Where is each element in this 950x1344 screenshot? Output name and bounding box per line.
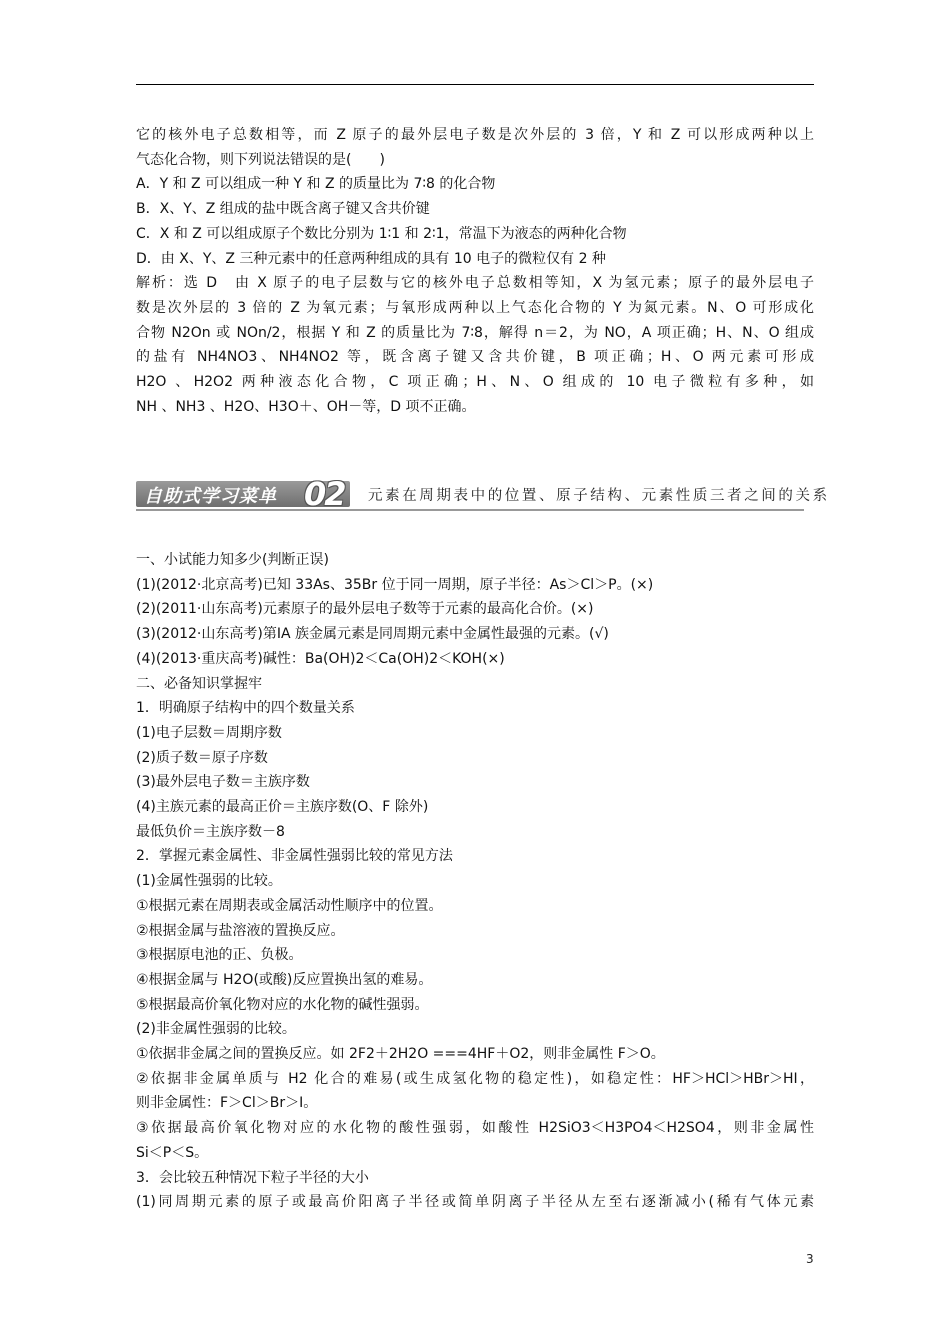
option-d: D．由 X、Y、Z 三种元素中的任意两种组成的具有 10 电子的微粒仅有 2 种 — [136, 250, 606, 267]
banner-subtitle: 元素在周期表中的位置、原子结构、元素性质三者之间的关系 — [368, 488, 830, 504]
text-line: ①根据元素在周期表或金属活动性顺序中的位置。 — [136, 897, 443, 914]
text-line: ⑤根据最高价氧化物对应的水化物的碱性强弱。 — [136, 996, 429, 1013]
heading-1: 一、小试能力知多少(判断正误) — [136, 552, 329, 568]
analysis-line: H2O 、H2O2 两种液态化合物，C 项正确；H、N、O 组成的 10 电子微粒有多种，如 — [136, 374, 814, 391]
subheading: 2．掌握元素金属性、非金属性强弱比较的常见方法 — [136, 848, 453, 865]
text-line: ③依据最高价氧化物对应的水化物的酸性强弱，如酸性 H2SiO3＜H3PO4＜H2SO4，则非金属性 — [136, 1120, 814, 1137]
text-line: (2)非金属性强弱的比较。 — [136, 1021, 296, 1038]
analysis-line: 数是次外层的 3 倍的 Z 为氧元素；与氧形成两种以上气态化合物的 Y 为氮元素。N、O 可形成化 — [136, 299, 814, 316]
text-line: ③根据原电池的正、负极。 — [136, 947, 303, 964]
option-b: B．X、Y、Z 组成的盐中既含离子键又含共价键 — [136, 201, 430, 218]
text-line: (1)同周期元素的原子或最高价阳离子半径或简单阴离子半径从左至右逐渐减小(稀有气体元素 — [136, 1194, 814, 1211]
text-line: (3)最外层电子数＝主族序数 — [136, 774, 310, 791]
text-line: (1)电子层数＝周期序数 — [136, 724, 282, 741]
text-line: (1)金属性强弱的比较。 — [136, 873, 282, 890]
text-line: Si＜P＜S。 — [136, 1144, 209, 1161]
judge-item: (4)(2013·重庆高考)碱性：Ba(OH)2＜Ca(OH)2＜KOH(×) — [136, 650, 505, 667]
question-continuation — [136, 123, 814, 419]
analysis-line: 合物 N2On 或 NOn/2，根据 Y 和 Z 的质量比为 7∶8，解得 n＝2，为 NO，A 项正确；H、N、O 组成 — [136, 324, 814, 341]
section-body — [136, 548, 814, 1215]
subheading: 1．明确原子结构中的四个数量关系 — [136, 700, 355, 717]
text-line: 则非金属性：F＞Cl＞Br＞I。 — [136, 1095, 318, 1112]
text-line: ④根据金属与 H2O(或酸)反应置换出氢的难易。 — [136, 971, 433, 988]
banner-title: 自助式学习菜单 — [144, 486, 277, 507]
text-line: 它的核外电子总数相等，而 Z 原子的最外层电子数是次外层的 3 倍，Y 和 Z 可以形成两种以上 — [136, 127, 814, 143]
analysis-line: NH 、NH3 、H2O、H3O＋、OH－等，D 项不正确。 — [136, 398, 476, 415]
banner-number: 02 — [304, 475, 345, 513]
text-line: 气态化合物，则下列说法错误的是( ) — [136, 151, 385, 168]
text-line: 最低负价＝主族序数－8 — [136, 823, 285, 840]
page-number: 3 — [806, 1252, 814, 1266]
option-c: C．X 和 Z 可以组成原子个数比分别为 1∶1 和 2∶1，常温下为液态的两种化合物 — [136, 225, 627, 242]
analysis-line: 解析：选 D 由 X 原子的电子层数与它的核外电子总数相等知，X 为氢元素；原子的最外层电子 — [136, 275, 814, 292]
banner-underline — [136, 509, 804, 511]
analysis-line: 的盐有 NH4NO3、NH4NO2 等，既含离子键又含共价键，B 项正确；H、O 两元素可形成 — [136, 349, 814, 366]
judge-item: (1)(2012·北京高考)已知 33As、35Br 位于同一周期，原子半径：As＞Cl＞P。(×) — [136, 576, 654, 593]
text-line: ②根据金属与盐溶液的置换反应。 — [136, 922, 345, 939]
heading-2: 二、必备知识掌握牢 — [136, 675, 262, 692]
text-line: ①依据非金属之间的置换反应。如 2F2＋2H2O ===4HF＋O2，则非金属性 F＞O。 — [136, 1046, 665, 1063]
judge-item: (3)(2012·山东高考)第ⅠA 族金属元素是同周期元素中金属性最强的元素。(√) — [136, 626, 609, 643]
option-a: A．Y 和 Z 可以组成一种 Y 和 Z 的质量比为 7∶8 的化合物 — [136, 176, 496, 193]
text-line: ②依据非金属单质与 H2 化合的难易(或生成氢化物的稳定性)，如稳定性：HF＞HCl＞HBr＞HI， — [136, 1070, 814, 1087]
header-rule — [136, 84, 814, 85]
text-line: (2)质子数＝原子序数 — [136, 749, 268, 766]
text-line: (4)主族元素的最高正价＝主族序数(O、F 除外) — [136, 799, 429, 816]
section-banner — [136, 475, 830, 513]
subheading: 3．会比较五种情况下粒子半径的大小 — [136, 1169, 369, 1186]
judge-item: (2)(2011·山东高考)元素原子的最外层电子数等于元素的最高化合价。(×) — [136, 601, 594, 618]
